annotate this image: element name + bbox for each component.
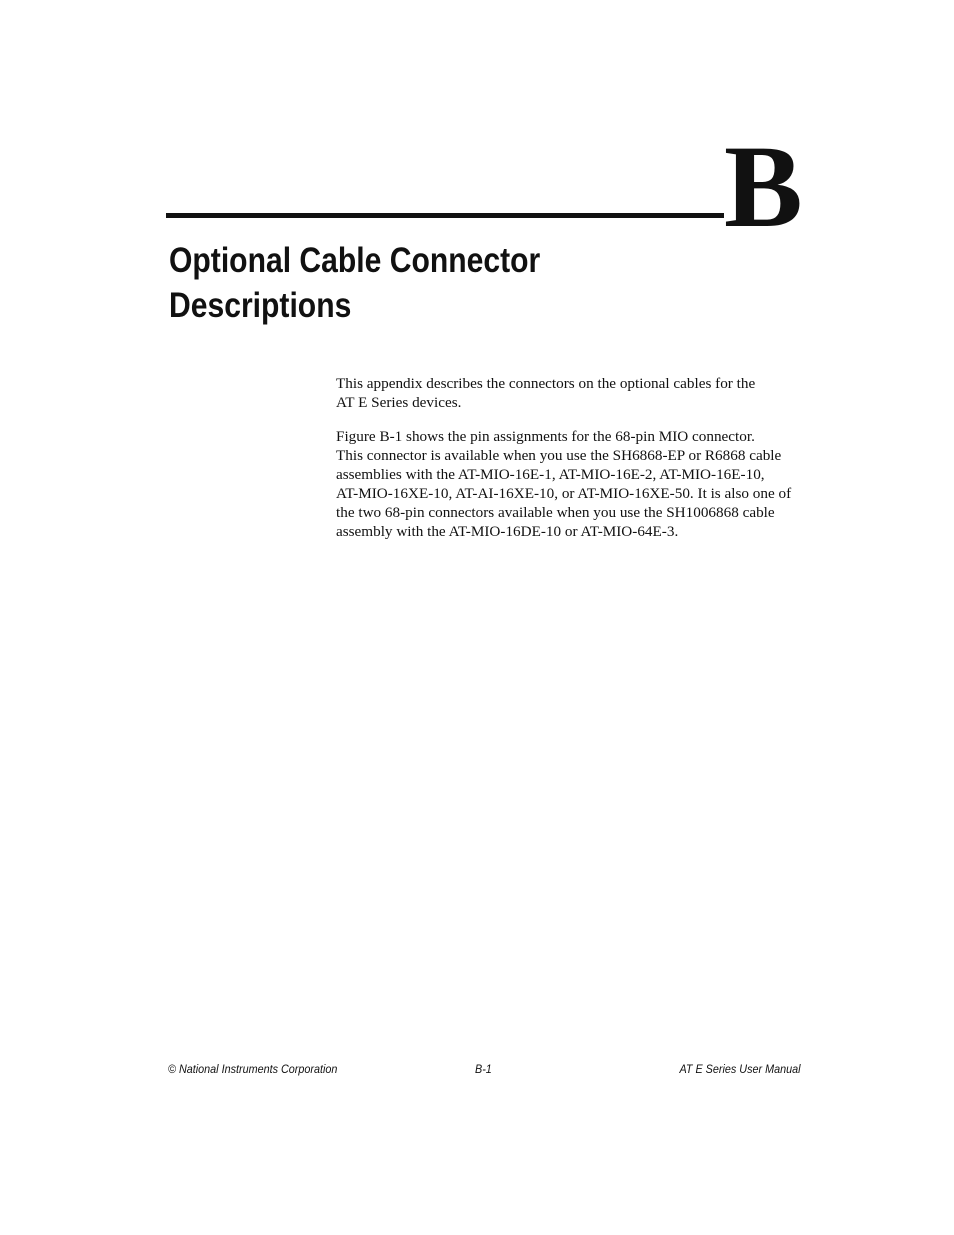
paragraph-line: AT-MIO-16XE-10, AT-AI-16XE-10, or AT-MIO-16XE-50. It is also one of bbox=[336, 485, 792, 502]
paragraph-line: the two 68-pin connectors available when you use the SH1006868 cable bbox=[336, 504, 775, 521]
title-rule bbox=[166, 213, 724, 218]
chapter-title-line-1: Optional Cable Connector bbox=[169, 241, 541, 280]
chapter-title bbox=[169, 238, 651, 328]
footer-copyright: © National Instruments Corporation bbox=[168, 1062, 338, 1076]
paragraph-line: assemblies with the AT-MIO-16E-1, AT-MIO-16E-2, AT-MIO-16E-10, bbox=[336, 466, 765, 483]
paragraph-figure-reference bbox=[336, 427, 806, 541]
body-text bbox=[336, 374, 806, 556]
footer-page-number: B-1 bbox=[475, 1062, 492, 1076]
paragraph-intro bbox=[336, 374, 806, 412]
paragraph-line: AT E Series devices. bbox=[336, 394, 462, 411]
paragraph-line: assembly with the AT-MIO-16DE-10 or AT-MIO-64E-3. bbox=[336, 523, 679, 540]
paragraph-line: Figure B-1 shows the pin assignments for the 68-pin MIO connector. bbox=[336, 428, 755, 445]
paragraph-line: This appendix describes the connectors on the optional cables for the bbox=[336, 375, 756, 392]
chapter-title-line-2: Descriptions bbox=[169, 286, 352, 325]
paragraph-line: This connector is available when you use the SH6868-EP or R6868 cable bbox=[336, 447, 782, 464]
appendix-letter: B bbox=[724, 121, 801, 252]
footer-manual-title: AT E Series User Manual bbox=[678, 1062, 800, 1076]
